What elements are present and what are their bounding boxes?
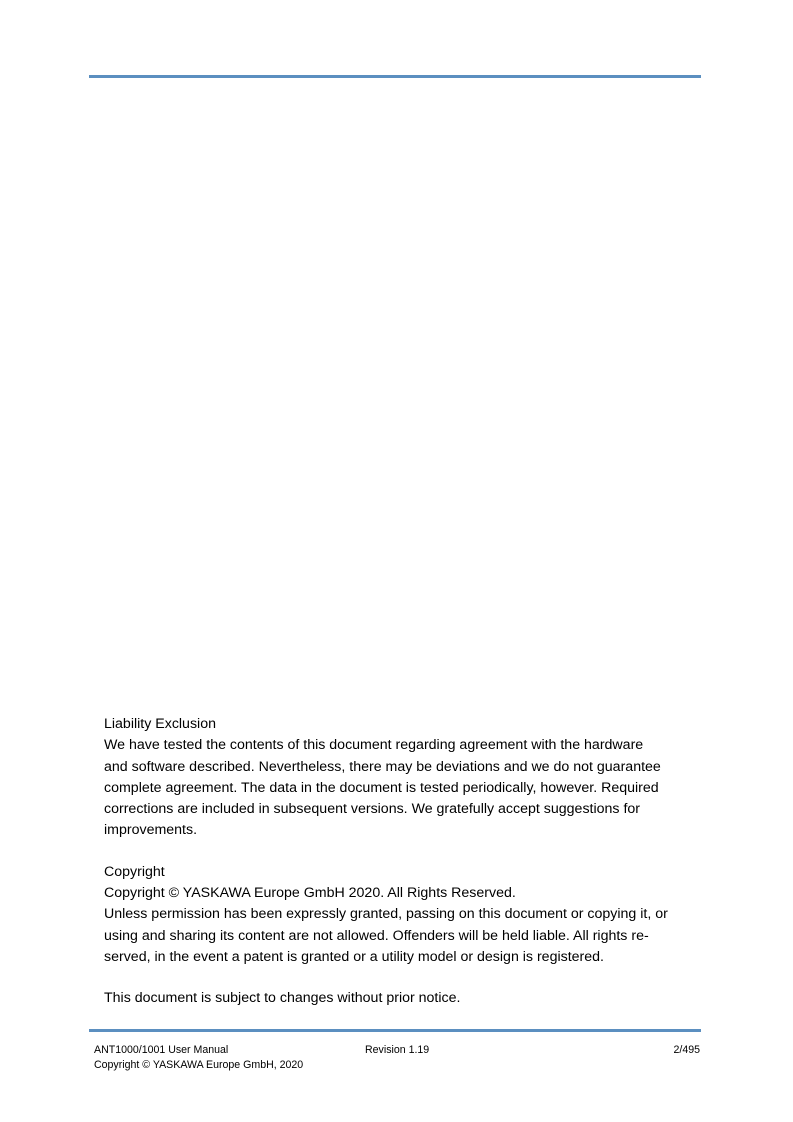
footer-rule bbox=[89, 1029, 701, 1032]
section-spacer bbox=[104, 842, 704, 862]
liability-line: and software described. Nevertheless, there may be deviations and we do not guarantee bbox=[104, 758, 661, 775]
page-number: 2/495 bbox=[673, 1044, 700, 1056]
footer-copyright: Copyright © YASKAWA Europe GmbH, 2020 bbox=[94, 1059, 304, 1071]
section-spacer bbox=[104, 968, 704, 988]
copyright-line: Unless permission has been expressly granted, passing on this document or copying it, or bbox=[104, 906, 668, 923]
copyright-line: served, in the event a patent is granted or a utility model or design is registered. bbox=[104, 948, 604, 965]
liability-line: We have tested the contents of this document regarding agreement with the hardware bbox=[104, 737, 644, 754]
revision-label: Revision 1.19 bbox=[365, 1044, 430, 1056]
liability-heading: Liability Exclusion bbox=[104, 716, 216, 732]
copyright-line: using and sharing its content are not allowed. Offenders will be held liable. All rights re- bbox=[104, 927, 649, 944]
liability-line: improvements. bbox=[104, 822, 198, 839]
copyright-notice: Copyright © YASKAWA Europe GmbH 2020. All Rights Reserved. bbox=[104, 885, 516, 902]
liability-line: corrections are included in subsequent versions. We gratefully accept suggestions for bbox=[104, 801, 641, 818]
header-rule bbox=[89, 75, 701, 78]
copyright-heading: Copyright bbox=[104, 863, 165, 880]
footer-left bbox=[94, 1043, 303, 1073]
manual-title: ANT1000/1001 User Manual bbox=[94, 1044, 229, 1056]
liability-line: complete agreement. The data in the document is tested periodically, however. Required bbox=[104, 779, 659, 796]
legal-notice bbox=[104, 714, 704, 1010]
change-notice: This document is subject to changes without prior notice. bbox=[104, 990, 461, 1007]
